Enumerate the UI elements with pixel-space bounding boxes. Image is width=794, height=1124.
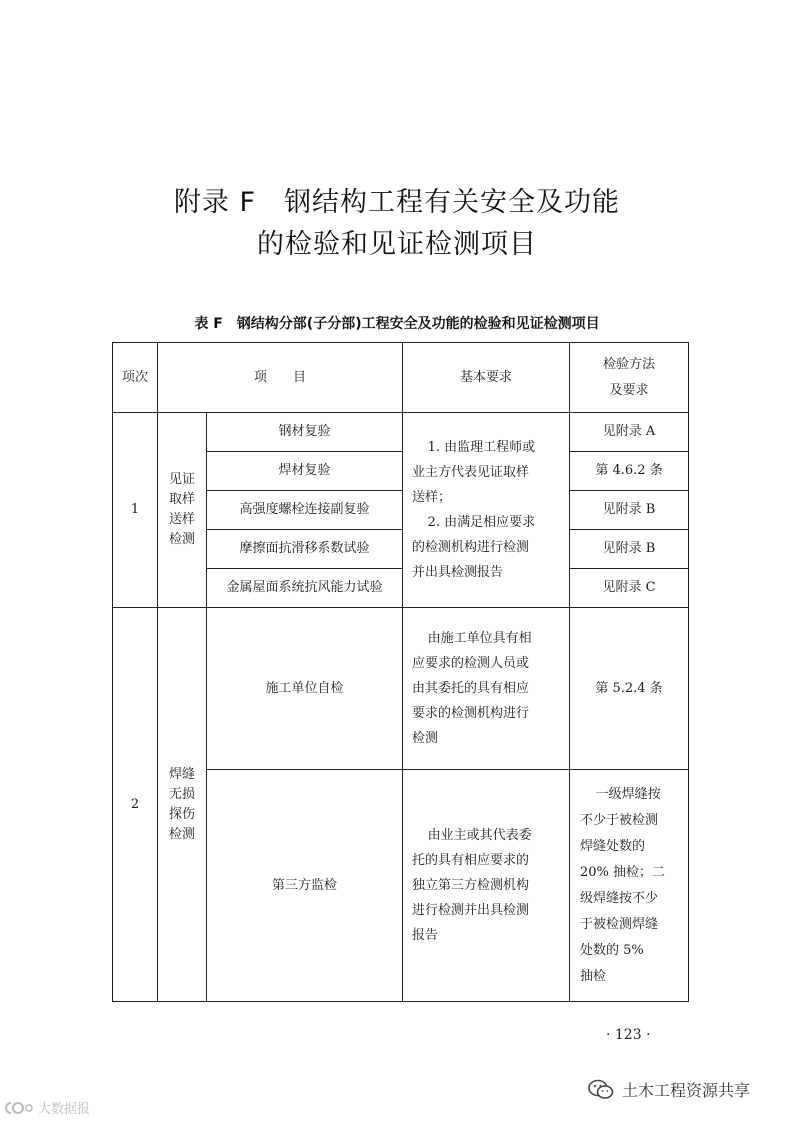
requirement-line: 2. 由满足相应要求 <box>427 515 536 530</box>
table-caption: 表 F 钢结构分部(子分部)工程安全及功能的检验和见证检测项目 <box>194 316 600 332</box>
appendix-title-line2: 的检验和见证检测项目 <box>257 229 537 260</box>
requirement-cell <box>403 413 570 608</box>
category-line: 检测 <box>168 826 195 842</box>
method-line: 一级焊缝按 <box>595 786 661 802</box>
method-cell <box>570 770 689 1002</box>
method-cell: 见附录 B <box>570 491 689 530</box>
item-cell: 第三方监检 <box>207 770 403 1002</box>
header-requirement: 基本要求 <box>403 343 570 413</box>
item-cell: 金属屋面系统抗风能力试验 <box>207 569 403 608</box>
requirement-line: 由施工单位具有相 <box>427 631 532 646</box>
header-index: 项次 <box>113 343 158 413</box>
item-cell: 钢材复验 <box>207 413 403 452</box>
requirement-line: 1. 由监理工程师或 <box>427 440 536 455</box>
item-cell: 焊材复验 <box>207 452 403 491</box>
requirement-cell <box>403 770 570 1002</box>
category-line: 焊缝 <box>168 766 195 782</box>
requirement-line: 并出具检测报告 <box>412 565 504 580</box>
header-method-line2: 及要求 <box>609 382 649 398</box>
method-line: 处数的 5% <box>580 942 644 958</box>
method-cell: 见附录 C <box>570 569 689 608</box>
row-category <box>158 413 207 608</box>
table-row <box>113 413 689 452</box>
requirement-line: 由业主或其代表委 <box>427 828 532 843</box>
category-line: 送样 <box>168 512 195 527</box>
watermark-right-text: 土木工程资源共享 <box>622 1081 751 1100</box>
requirement-line: 的检测机构进行检测 <box>412 540 530 555</box>
category-line: 检测 <box>168 532 195 547</box>
method-line: 焊缝处数的 <box>580 838 646 854</box>
category-line: 探伤 <box>168 806 195 822</box>
watermark-left-text: 大数据报 <box>38 1102 91 1117</box>
method-line: 不少于被检测 <box>580 812 659 828</box>
category-line: 见证 <box>168 472 195 487</box>
watermark-left <box>4 1098 90 1117</box>
row-index: 1 <box>113 413 158 608</box>
method-line: 级焊缝按不少 <box>580 890 659 906</box>
requirement-line: 进行检测并出具检测 <box>412 903 530 918</box>
requirement-line: 送样； <box>412 490 452 505</box>
row-index: 2 <box>113 608 158 1002</box>
category-line: 取样 <box>168 492 195 507</box>
appendix-title-line1: 附录 F 钢结构工程有关安全及功能 <box>173 187 621 218</box>
requirement-cell <box>403 608 570 770</box>
method-line: 于被检测焊缝 <box>580 916 659 932</box>
header-method <box>570 343 689 413</box>
item-cell: 施工单位自检 <box>207 608 403 770</box>
method-line: 抽检 <box>580 968 607 984</box>
wechat-icon <box>588 1079 614 1101</box>
requirement-line: 托的具有相应要求的 <box>412 853 530 868</box>
requirement-line: 应要求的检测人员或 <box>412 656 530 671</box>
page-number: · 123 · <box>606 1027 651 1043</box>
requirement-line: 业主方代表见证取样 <box>412 465 530 480</box>
requirement-line: 独立第三方检测机构 <box>412 878 530 893</box>
table-header-row <box>113 343 689 413</box>
method-cell: 第 5.2.4 条 <box>570 608 689 770</box>
header-item: 项 目 <box>158 343 403 413</box>
inspection-table <box>112 342 689 1002</box>
requirement-line: 由其委托的具有相应 <box>412 681 530 696</box>
item-cell: 摩擦面抗滑移系数试验 <box>207 530 403 569</box>
method-line: 20% 抽检；二 <box>580 864 666 880</box>
requirement-line: 要求的检测机构进行 <box>412 706 530 721</box>
method-cell: 见附录 A <box>570 413 689 452</box>
requirement-line: 检测 <box>412 731 439 746</box>
row-category <box>158 608 207 1002</box>
method-cell: 第 4.6.2 条 <box>570 452 689 491</box>
category-line: 无损 <box>168 786 195 802</box>
requirement-line: 报告 <box>412 928 439 943</box>
table-row <box>113 608 689 770</box>
item-cell: 高强度螺栓连接副复验 <box>207 491 403 530</box>
method-cell: 见附录 B <box>570 530 689 569</box>
brand-logo-icon <box>4 1101 34 1115</box>
watermark-right <box>588 1078 750 1101</box>
header-method-line1: 检验方法 <box>603 356 656 372</box>
